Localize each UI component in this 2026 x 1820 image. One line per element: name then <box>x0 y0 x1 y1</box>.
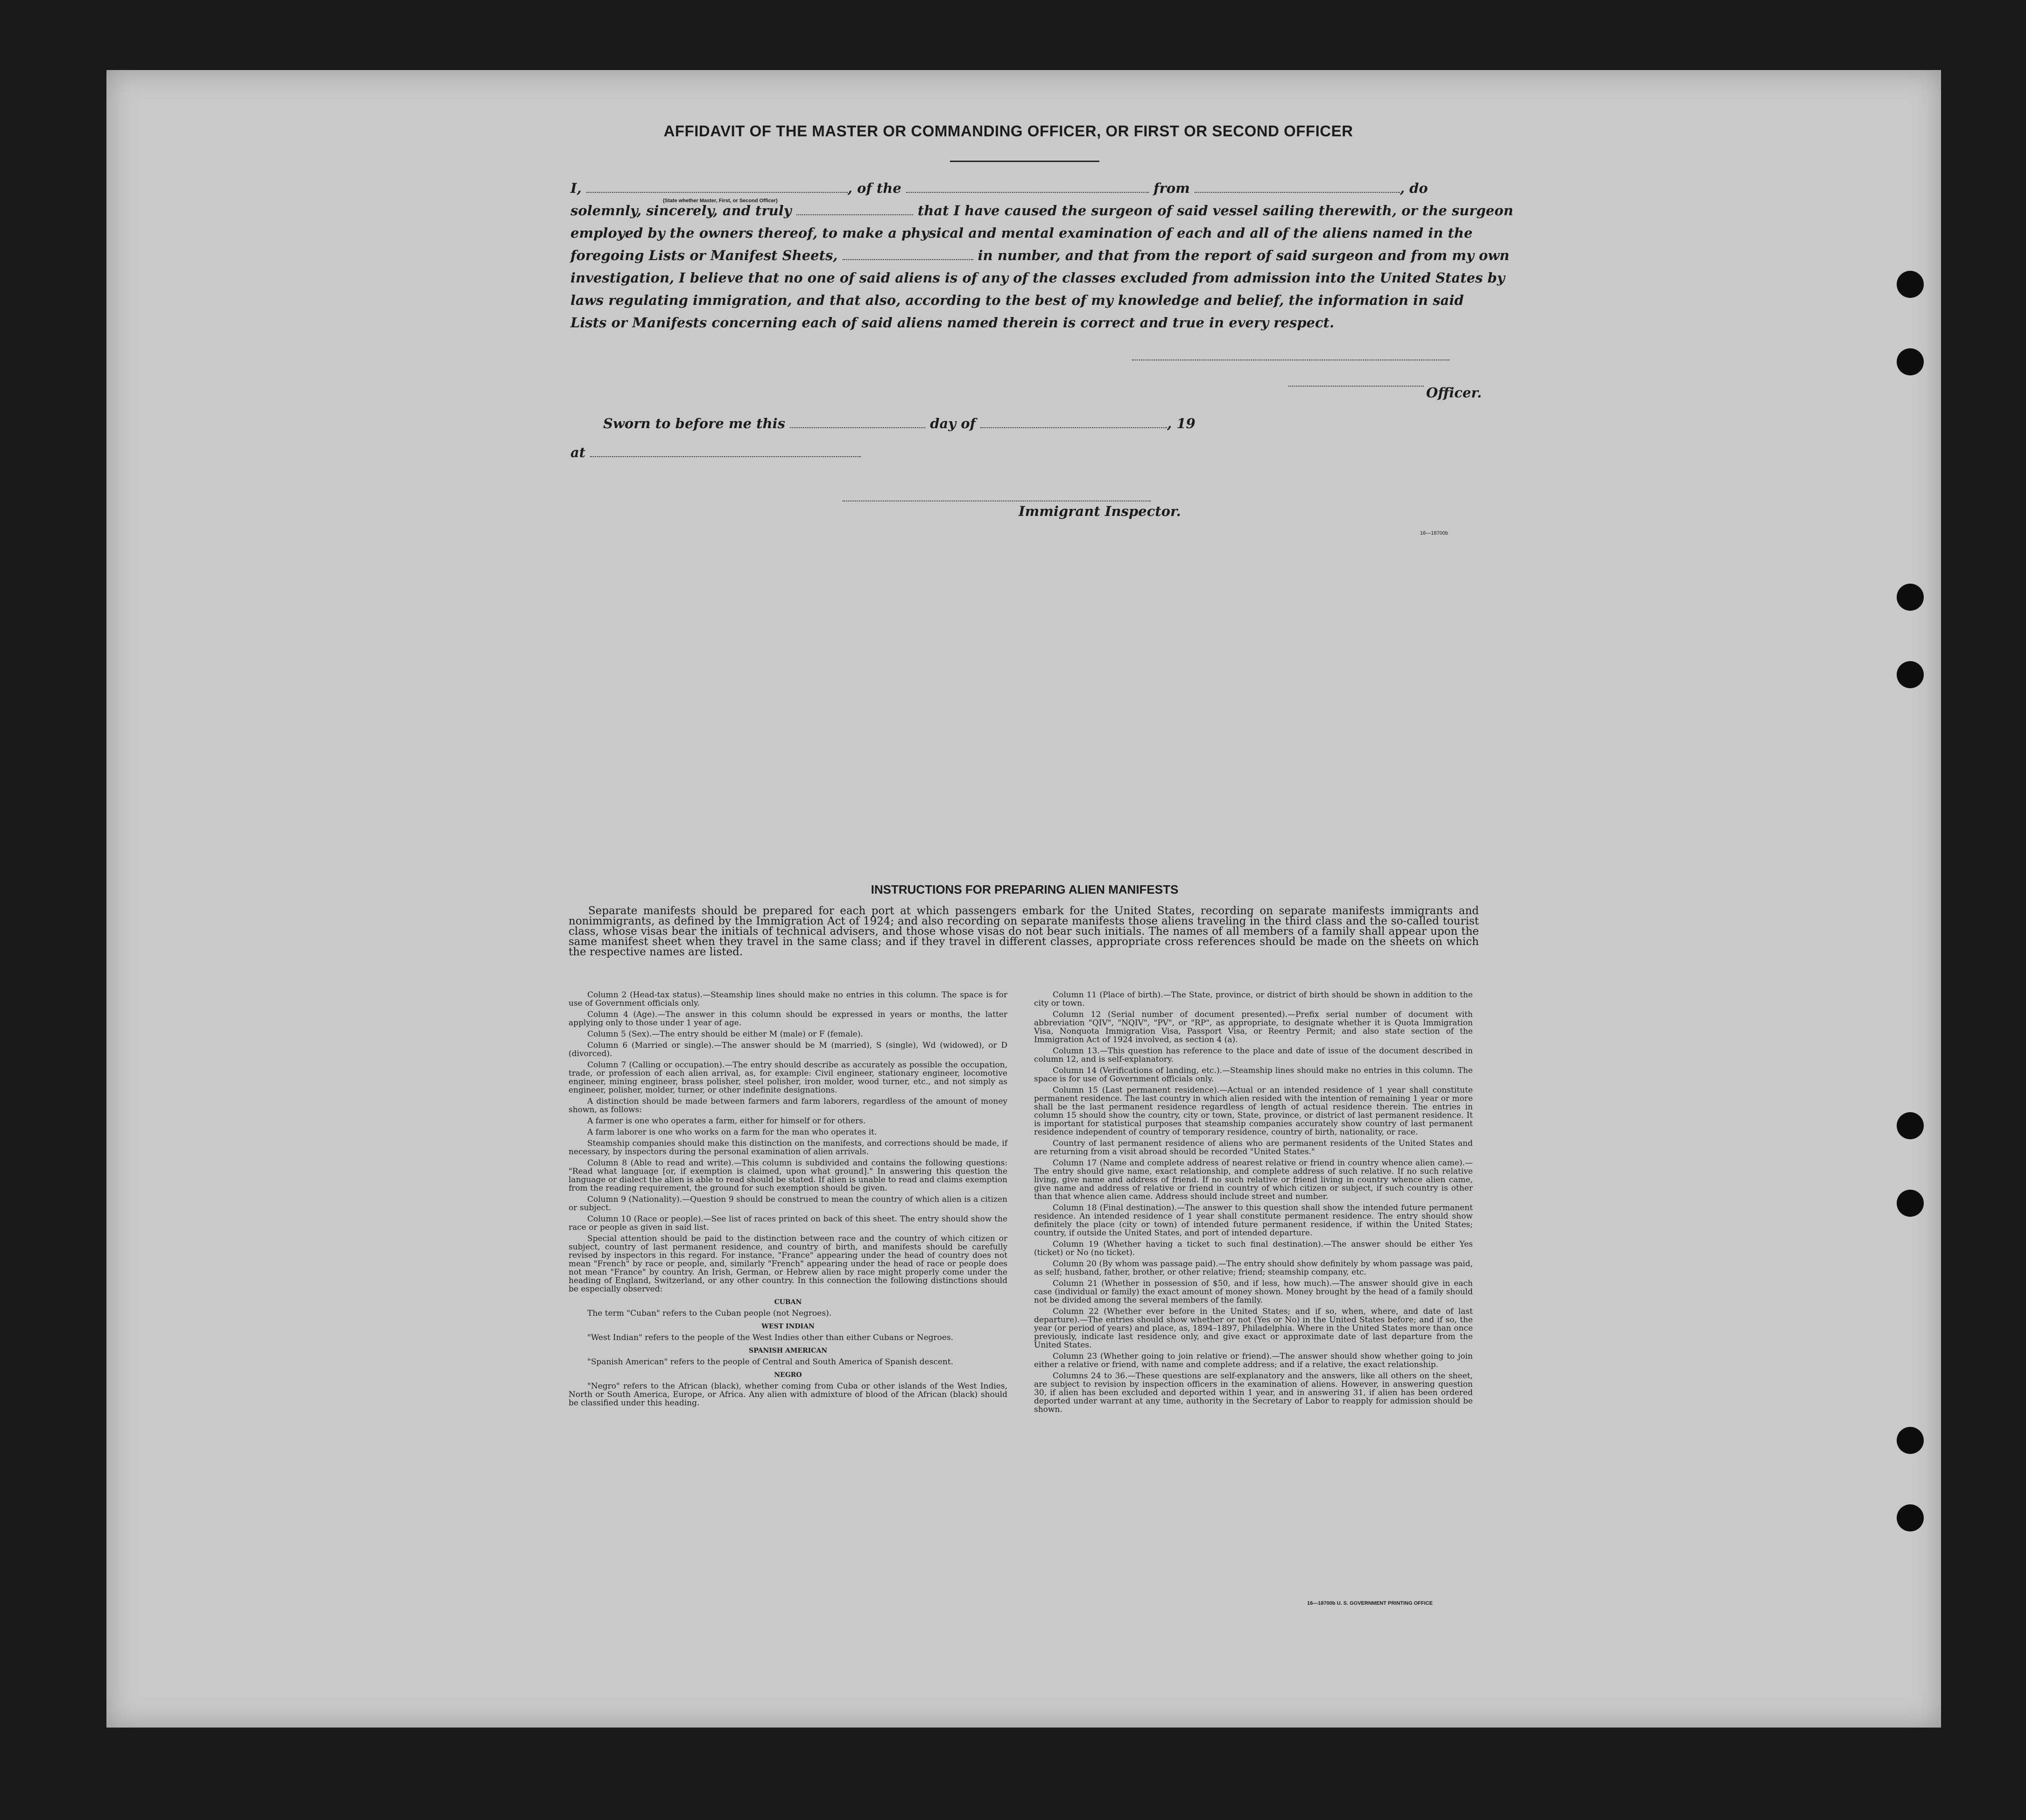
affidavit-title: AFFIDAVIT OF THE MASTER OR COMMANDING OFFICER, OR FIRST OR SECOND OFFICER <box>663 122 1353 140</box>
affidavit-line-4 <box>570 247 1510 263</box>
binder-hole <box>1897 271 1924 298</box>
day-of-text: day of <box>930 416 976 431</box>
binder-hole <box>1897 1112 1924 1139</box>
negro-text: "Negro" refers to the African (black), whether coming from Cuba or other islands of the West Indies, North or South America, Europe, or Africa. Any alien with admixture of blood of the African (black) should be classified under this heading. <box>569 1382 1007 1408</box>
left-para: Column 4 (Age).—The answer in this column should be expressed in years or months, the latter applying only to those under 1 year of age. <box>569 1010 1007 1028</box>
printing-office-footer: 16—18700b U. S. GOVERNMENT PRINTING OFFICE <box>1307 1601 1433 1606</box>
left-para: Column 10 (Race or people).—See list of races printed on back of this sheet. The entry should show the race or people as given in said list. <box>569 1214 1007 1232</box>
left-para: Column 7 (Calling or occupation).—The entry should describe as accurately as possible the occupation, trade, or profession of each alien arrival, as, for example: Civil engineer, stationary engineer, locomotive engineer, mining engineer, brass polisher, steel polisher, iron molder, wood turner, etc., and not simply as engineer, polisher, molder, turner, or other indefinite designations. <box>569 1060 1007 1095</box>
affidavit-line-2 <box>570 203 1513 219</box>
right-para: Column 20 (By whom was passage paid).—The entry should show definitely by whom passage was paid, as self; husband, father, brother, or other relative; friend; steamship company, etc. <box>1034 1259 1473 1277</box>
sworn-text: Sworn to before me this <box>603 416 785 431</box>
affidavit-from: from <box>1154 180 1190 196</box>
affidavit-foregoing: foregoing Lists or Manifest Sheets, <box>570 247 838 263</box>
right-para: Country of last permanent residence of aliens who are permanent residents of the United States and are returning from a visit abroad should be recorded "United States." <box>1034 1139 1473 1157</box>
affidavit-of-the: , of the <box>847 180 901 196</box>
right-para: Column 22 (Whether ever before in the United States; and if so, when, where, and date of last departure).—The entries should show whether or not (Yes or No) in the United States before; and if so, the year (or period of years) and place, as, 1894–1897, Philadelphia. Where in the United States more than once previously, indicate last residence only, and give exact or approximate date of last departure from the United States. <box>1034 1307 1473 1350</box>
rank-note: (State whether Master, First, or Second Officer) <box>663 198 778 204</box>
spanish-american-text: "Spanish American" refers to the people of Central and South America of Spanish descent. <box>587 1357 954 1367</box>
negro-heading: NEGRO <box>774 1371 802 1379</box>
cuban-text: The term "Cuban" refers to the Cuban people (not Negroes). <box>587 1309 832 1318</box>
left-para: A farm laborer is one who works on a farm for the man who operates it. <box>587 1128 877 1137</box>
right-para: Column 19 (Whether having a ticket to such final destination).—The answer should be either Yes (ticket) or No (no ticket). <box>1034 1240 1473 1257</box>
binder-hole <box>1897 1504 1924 1531</box>
affidavit-line-3: employed by the owners thereof, to make a physical and mental examination of each and all of the aliens named in the <box>570 225 1473 241</box>
year-text: , 19 <box>1167 416 1196 431</box>
affidavit-line-7: Lists or Manifests concerning each of said aliens named therein is correct and true in every respect. <box>570 315 1335 331</box>
left-para: A distinction should be made between farmers and farm laborers, regardless of the amount of money shown, as follows: <box>569 1097 1007 1115</box>
officer-rank-blank[interactable] <box>586 192 848 193</box>
affidavit-solemnly: solemnly, sincerely, and truly <box>570 203 792 219</box>
right-para: Column 12 (Serial number of document presented).—Prefix serial number of document with abbreviation "QIV", "NQIV", "PV", or "RP", as appropriate, to designate whether it is Quota Immigration Visa, Nonquota Immigration Visa, Passport Visa, or Reentry Permit; and also state section of the Immigration Act of 1924 involved, as section 4 (a). <box>1034 1010 1473 1044</box>
sheet-count-blank[interactable] <box>843 259 973 260</box>
right-para: Column 23 (Whether going to join relative or friend).—The answer should show whether going to join either a relative or friend, with name and complete address; and if a relative, the exact relationship. <box>1034 1352 1473 1369</box>
right-para: Column 17 (Name and complete address of nearest relative or friend in country whence alien came).—The entry should give name, exact relationship, and complete address of such relative. If no such relative living, give name and address of friend. If no such relative or friend living in country whence alien came, give name and address of relative or friend in country of which citizen or subject, if such country is other than that whence alien came. Address should include street and number. <box>1034 1158 1473 1201</box>
vessel-name-blank[interactable] <box>906 192 1149 193</box>
at-line <box>570 444 1481 460</box>
left-para: Column 8 (Able to read and write).—This column is subdivided and contains the following questions: "Read what language [or, if exemption is claimed, upon what ground]." In answering this question the language or dialect the alien is able to read should be stated. If alien is unable to read and claims exemption from the reading requirement, the ground for such exemption should be given. <box>569 1158 1007 1193</box>
left-para: Steamship companies should make this distinction on the manifests, and corrections should be made, if necessary, by inspectors during the personal examination of alien arrivals. <box>569 1139 1007 1157</box>
instructions-left-column <box>569 991 1007 1410</box>
west-indian-heading: WEST INDIAN <box>761 1323 815 1330</box>
affidavit-surgeon: that I have caused the surgeon of said vessel sailing therewith, or the surgeon <box>917 203 1513 219</box>
left-para: Column 6 (Married or single).—The answer should be M (married), S (single), Wd (widowed), or D (divorced). <box>569 1041 1007 1058</box>
affidavit-i: I, <box>570 180 582 196</box>
affidavit-do: , do <box>1400 180 1428 196</box>
instructions-right-column <box>1034 991 1473 1417</box>
officer-label: Officer. <box>1426 385 1482 401</box>
binder-hole <box>1897 1427 1924 1454</box>
binder-hole <box>1897 584 1924 611</box>
right-para: Column 13.—This question has reference to the place and date of issue of the document described in column 12, and is self-explanatory. <box>1034 1046 1473 1064</box>
binder-hole <box>1897 1190 1924 1217</box>
inspector-label: Immigrant Inspector. <box>1019 503 1181 519</box>
from-port-blank[interactable] <box>1195 192 1400 193</box>
instructions-title: INSTRUCTIONS FOR PREPARING ALIEN MANIFESTS <box>871 882 1179 896</box>
officer-signature-line-2[interactable] <box>1288 386 1424 387</box>
affidavit-in-number: in number, and that from the report of said surgeon and from my own <box>978 247 1510 263</box>
west-indian-text: "West Indian" refers to the people of the West Indies other than either Cubans or Negroes. <box>587 1333 954 1342</box>
instructions-intro: Separate manifests should be prepared for each port at which passengers embark for the United States, recording on separate manifests immigrants and nonimmigrants, as defined by the Immigration Act of 1924; and also recording on separate manifests those aliens traveling in the third class and the so-called tourist class, whose visas bear the initials of technical advisers, and those whose visas do not bear such initials. The names of all members of a family shall appear upon the same manifest sheet when they travel in the same class; and if they travel in different classes, appropriate cross references should be made on the sheets on which the respective names are listed. <box>569 905 1479 958</box>
sworn-day-blank[interactable] <box>790 427 925 428</box>
at-text: at <box>570 444 586 460</box>
right-para: Column 11 (Place of birth).—The State, province, or district of birth should be shown in addition to the city or town. <box>1034 990 1473 1008</box>
cuban-heading: CUBAN <box>774 1298 802 1306</box>
binder-hole <box>1897 661 1924 688</box>
sworn-month-blank[interactable] <box>980 427 1167 428</box>
binder-hole <box>1897 348 1924 375</box>
left-para: A farmer is one who operates a farm, either for himself or for others. <box>587 1116 866 1126</box>
spanish-american-heading: SPANISH AMERICAN <box>748 1347 828 1354</box>
right-para: Columns 24 to 36.—These questions are self-explanatory and the answers, like all others on the sheet, are subject to revision by inspection officers in the examination of aliens. However, in answering question 30, if alien has been excluded and deported within 1 year, and in answering 31, if alien has been ordered deported under warrant at any time, authority in the Secretary of Labor to reapply for admission should be shown. <box>1034 1371 1473 1414</box>
affidavit-line-1 <box>570 180 1481 196</box>
affidavit-line-6: laws regulating immigration, and that also, according to the best of my knowledge and belief, the information in said <box>570 292 1464 308</box>
right-para: Column 15 (Last permanent residence).—Actual or an intended residence of 1 year shall constitute permanent residence. The last country in which alien resided with the intention of remaining 1 year or more shall be the last permanent residence regardless of length of actual residence therein. The entries in column 15 should show the country, city or town, State, province, or district of last permanent residence. It is important for statistical purposes that steamship companies accurately show country of last permanent residence independent of country of temporary residence, country of birth, nationality, or race. <box>1034 1086 1473 1137</box>
right-para: Column 18 (Final destination).—The answer to this question shall show the intended future permanent residence. An intended residence of 1 year shall constitute permanent residence. The entry should show definitely the place (city or town) of intended future permanent residence, if within the United States; country, if outside the United States, and port of intended departure. <box>1034 1203 1473 1238</box>
form-number: 16—18700b <box>1420 530 1448 536</box>
affidavit-line-5: investigation, I believe that no one of said aliens is of any of the classes excluded from admission into the United States by <box>570 270 1505 286</box>
left-para: Special attention should be paid to the distinction between race and the country of which citizen or subject, country of last permanent residence, and country of birth, and manifests should be carefully revised by inspectors in this regard. For instance, "France" appearing under the head of country does not mean "French" by race or people, and, similarly "French" appearing under the head of race or people does not mean "France" by country. An Irish, German, or Hebrew alien by race might properly come under the heading of England, Switzerland, or any other country. In this connection the following distinctions should be especially observed: <box>569 1234 1007 1294</box>
swear-blank[interactable] <box>796 214 913 215</box>
left-para: Column 2 (Head-tax status).—Steamship lines should make no entries in this column. The space is for use of Government officials only. <box>569 990 1007 1008</box>
left-para: Column 9 (Nationality).—Question 9 should be construed to mean the country of which alien is a citizen or subject. <box>569 1195 1007 1213</box>
right-para: Column 21 (Whether in possession of $50, and if less, how much).—The answer should give in each case (individual or family) the exact amount of money shown. Money brought by the head of a family should not be divided among the several members of the family. <box>1034 1279 1473 1305</box>
right-para: Column 14 (Verifications of landing, etc.).—Steamship lines should make no entries in this column. The space is for use of Government officials only. <box>1034 1066 1473 1084</box>
sworn-line <box>603 416 1513 431</box>
title-underline <box>950 161 1099 162</box>
at-place-blank[interactable] <box>590 456 861 457</box>
left-para: Column 5 (Sex).—The entry should be either M (male) or F (female). <box>587 1030 863 1039</box>
